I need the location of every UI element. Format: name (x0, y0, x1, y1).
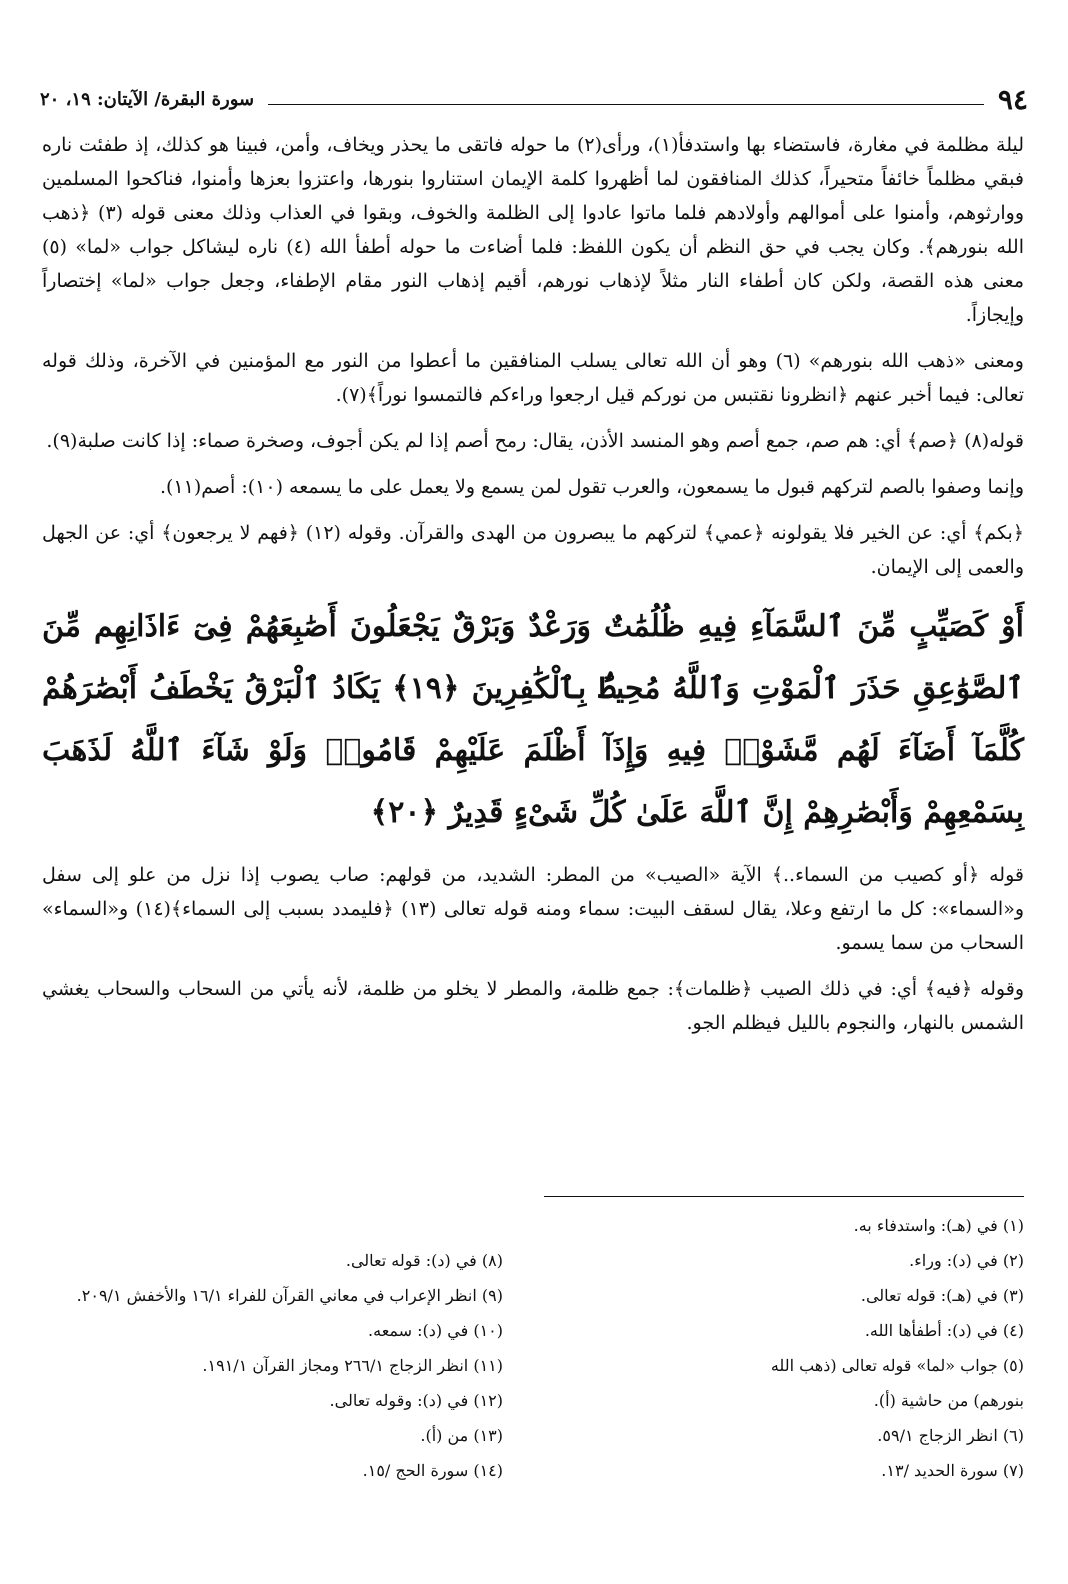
footnote: (٢) في (د): وراء. (909, 1251, 1024, 1270)
running-title: سورة البقرة/ الآيتان: ١٩، ٢٠ (40, 88, 255, 110)
footnote-continuation: بنورهم) من حاشية (أ). (873, 1391, 1024, 1410)
footnote: (٧) سورة الحديد /١٣. (881, 1461, 1024, 1480)
footnote: (٨) في (د): قوله تعالى. (345, 1251, 503, 1270)
footnote-column-left (42, 1208, 503, 1488)
footnotes (42, 1208, 1024, 1488)
footnote: (١١) انظر الزجاج ٢٦٦/١ ومجاز القرآن ١٩١/١. (202, 1356, 503, 1375)
paragraph-2: ومعنى «ذهب الله بنورهم» (٦) وهو أن الله تعالى يسلب المنافقين ما أعطوا من النور مع المؤمنين في الآخرة، وذلك قوله تعالى: فيما أخبر عنهم ﴿انظرونا نقتبس من نوركم قيل ارجعوا وراءكم فالتمسوا نوراً﴾(٧). (42, 350, 1024, 406)
paragraph-7: وقوله ﴿فيه﴾ أي: في ذلك الصيب ﴿ظلمات﴾: جمع ظلمة، والمطر لا يخلو من ظلمة، لأنه يأتي من السحاب والسحاب يغشي الشمس بالنهار، والنجوم بالليل فيظلم الجو. (42, 978, 1024, 1034)
paragraph-5: ﴿بكم﴾ أي: عن الخير فلا يقولونه ﴿عمي﴾ لتركهم ما يبصرون من الهدى والقرآن. وقوله (١٢) ﴿فهم لا يرجعون﴾ أي: عن الجهل والعمى إلى الإيمان. (42, 522, 1024, 578)
footnote: (٥) جواب «لما» قوله تعالى (ذهب الله (770, 1356, 1024, 1375)
page-header (40, 82, 1028, 116)
footnote: (٤) في (د): أطفأها الله. (864, 1321, 1024, 1340)
footnote: (١٠) في (د): سمعه. (368, 1321, 503, 1340)
footnote: (٣) في (هـ): قوله تعالى. (860, 1286, 1024, 1305)
footnote: (١٤) سورة الحج /١٥. (362, 1461, 503, 1480)
footnote: (١) في (هـ): واستدفاء به. (853, 1216, 1024, 1235)
page-number: ٩٤ (997, 82, 1028, 116)
main-text (42, 128, 1024, 1052)
footnote: (٦) انظر الزجاج ٥٩/١. (877, 1426, 1024, 1445)
paragraph-6: قوله ﴿أو كصيب من السماء..﴾ الآية «الصيب» من المطر: الشديد، من قولهم: صاب يصوب إذا نزل من علو إلى سفل و«السماء»: كل ما ارتفع وعلا، يقال لسقف البيت: سماء ومنه قوله تعالى (١٣) ﴿فليمدد بسبب إلى السماء﴾(١٤) و«السماء» السحاب من سما يسمو. (42, 864, 1024, 954)
footnote-column-right (563, 1208, 1024, 1488)
quran-verse: أَوْ كَصَيِّبٍ مِّنَ ٱلسَّمَآءِ فِيهِ ظُلُمَٰتٌ وَرَعْدٌ وَبَرْقٌ يَجْعَلُونَ أَصَٰبِعَهُمْ فِىٓ ءَاذَانِهِم مِّنَ ٱلصَّوَٰعِقِ حَذَرَ ٱلْمَوْتِ وَٱللَّهُ مُحِيطٌۢ بِٱلْكَٰفِرِينَ ﴿١٩﴾ يَكَادُ ٱلْبَرْقُ يَخْطَفُ أَبْصَٰرَهُمْ كُلَّمَآ أَضَآءَ لَهُم مَّشَوْا۟ فِيهِ وَإِذَآ أَظْلَمَ عَلَيْهِمْ قَامُوا۟ وَلَوْ شَآءَ ٱللَّهُ لَذَهَبَ بِسَمْعِهِمْ وَأَبْصَٰرِهِمْ إِنَّ ٱللَّهَ عَلَىٰ كُلِّ شَىْءٍ قَدِيرٌ ﴿٢٠﴾ (42, 609, 1024, 830)
paragraph-4: وإنما وصفوا بالصم لتركهم قبول ما يسمعون، والعرب تقول لمن يسمع ولا يعمل على ما يسمعه (١٠): أصم(١١). (159, 476, 1024, 498)
paragraph-1: ليلة مظلمة في مغارة، فاستضاء بها واستدفأ(١)، ورأى(٢) ما حوله فاتقى ما يحذر ويخاف، وأمن، فبينا هو كذلك، إذ طفئت ناره فبقي مظلماً خائفاً متحيراً، كذلك المنافقون لما أظهروا كلمة الإيمان استناروا بنورها، واعتزوا بعزها وأمنوا، فناكحوا المسلمين ووارثوهم، وأمنوا على أموالهم وأولادهم فلما ماتوا عادوا إلى الظلمة والخوف، وبقوا في العذاب وذلك معنى قوله (٣) ﴿ذهب الله بنورهم﴾. وكان يجب في حق النظم أن يكون اللفظ: فلما أضاءت ما حوله أطفأ الله (٤) ناره ليشاكل جواب «لما» (٥) معنى هذه القصة، ولكن كان أطفاء النار مثلاً لإذهاب نورهم، أقيم إذهاب النور مقام الإطفاء، وجعل جواب «لما» إختصاراً وإيجازاً. (42, 134, 1025, 326)
footnote-divider (544, 1196, 1024, 1197)
header-rule (268, 104, 984, 105)
paragraph-3: قوله(٨) ﴿صم﴾ أي: هم صم، جمع أصم وهو المنسد الأذن، يقال: رمح أصم إذا لم يكن أجوف، وصخرة صماء: إذا كانت صلبة(٩). (46, 430, 1024, 452)
footnote: (٩) انظر الإعراب في معاني القرآن للفراء ١٦/١ والأخفش ٢٠٩/١. (76, 1286, 503, 1305)
footnote: (١٣) من (أ). (420, 1426, 503, 1445)
footnote: (١٢) في (د): وقوله تعالى. (329, 1391, 503, 1410)
